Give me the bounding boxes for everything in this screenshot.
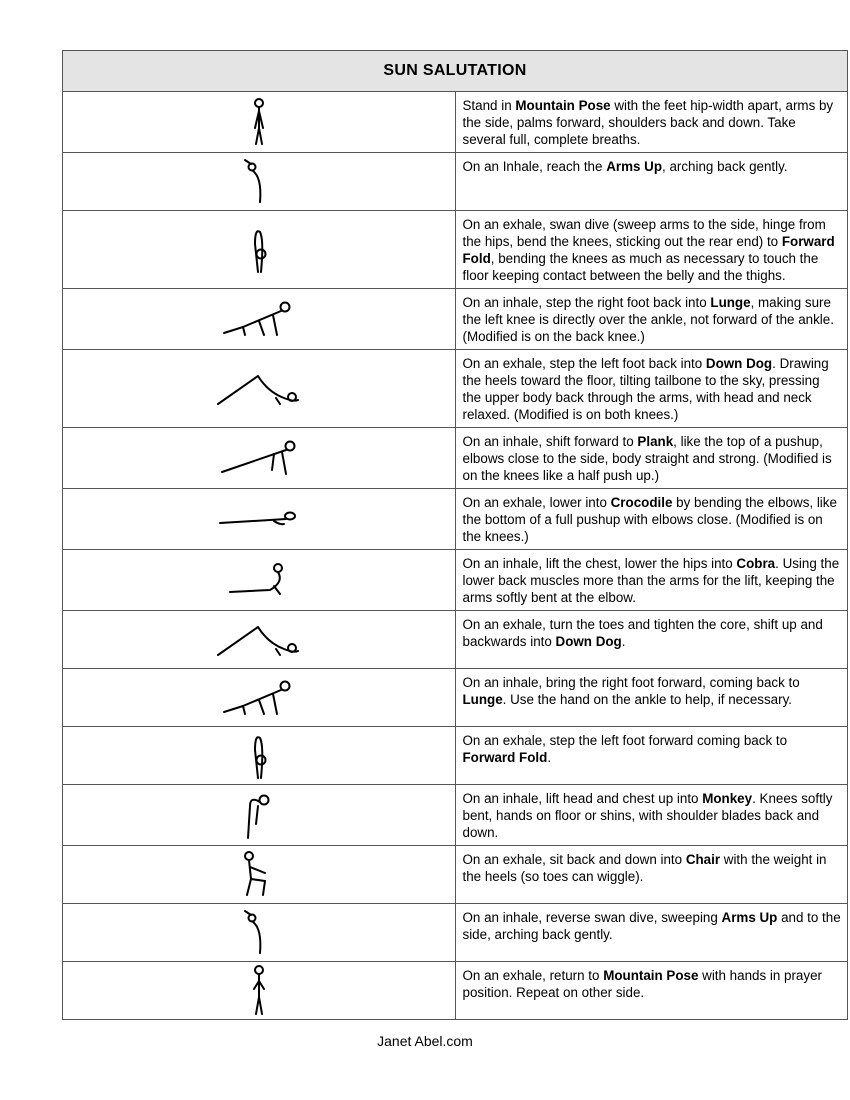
instruction-text: . Using the lower back muscles more than the arms for the lift, keeping the arms softly bent at the elbow. xyxy=(462,556,840,605)
instruction-text: , like the top of a pushup, elbows close to the side, body straight and strong. (Modified is on the knees like a half push up.) xyxy=(462,434,832,483)
pose-name: Down Dog xyxy=(555,634,622,649)
step-row xyxy=(63,962,848,1020)
down-dog-stick-figure-icon xyxy=(214,621,304,659)
pose-figure-cell xyxy=(63,962,456,1020)
instruction-text: On an exhale, lower into xyxy=(462,495,611,510)
step-instruction xyxy=(455,489,848,550)
monkey-stick-figure-icon xyxy=(242,790,276,840)
pose-name: Lunge xyxy=(462,692,503,707)
pose-name: Chair xyxy=(685,852,721,867)
lunge-stick-figure-icon xyxy=(219,678,299,718)
instruction-text: On an inhale, lift the chest, lower the hips into xyxy=(462,556,737,571)
pose-figure-cell xyxy=(63,428,456,489)
arms-up-stick-figure-icon xyxy=(239,158,279,206)
prayer-stick-figure-icon xyxy=(239,965,279,1017)
pose-figure-cell xyxy=(63,153,456,211)
step-row xyxy=(63,904,848,962)
plank-stick-figure-icon xyxy=(216,438,302,478)
step-instruction xyxy=(455,92,848,153)
instruction-text: . Use the hand on the ankle to help, if necessary. xyxy=(502,692,792,707)
pose-name: Down Dog xyxy=(705,356,773,371)
pose-name: Forward Fold xyxy=(462,750,548,765)
instruction-text: On an exhale, swan dive (sweep arms to the side, hinge from the hips, bend the knees, sticking out the rear end) to xyxy=(462,217,826,249)
pose-name: Plank xyxy=(637,434,674,449)
pose-name: Arms Up xyxy=(721,910,778,925)
pose-name: Mountain Pose xyxy=(603,968,699,983)
step-row xyxy=(63,289,848,350)
instruction-text: by bending the elbows, like the bottom of a full pushup with elbows close. (Modified is on the knees.) xyxy=(462,495,837,544)
pose-figure-cell xyxy=(63,350,456,428)
instruction-text: and to the side, arching back gently. xyxy=(462,910,841,942)
pose-name: Mountain Pose xyxy=(515,98,611,113)
instruction-text: On an inhale, shift forward to xyxy=(462,434,638,449)
instruction-text: . xyxy=(621,634,626,649)
pose-figure-cell xyxy=(63,727,456,785)
step-instruction xyxy=(455,669,848,727)
lunge-stick-figure-icon xyxy=(219,299,299,339)
sun-salutation-table xyxy=(62,50,848,1020)
instruction-text: On an Inhale, reach the xyxy=(462,159,607,174)
pose-name: Lunge xyxy=(710,295,751,310)
instruction-text: On an inhale, lift head and chest up into xyxy=(462,791,703,806)
instruction-text: , arching back gently. xyxy=(662,159,788,174)
step-row xyxy=(63,550,848,611)
steps-body xyxy=(63,92,848,1020)
step-instruction xyxy=(455,727,848,785)
instruction-text: On an exhale, step the left foot back into xyxy=(462,356,706,371)
instruction-text: with the weight in the heels (so toes can wiggle). xyxy=(462,852,827,884)
instruction-text: Stand in xyxy=(462,98,516,113)
step-row xyxy=(63,611,848,669)
pose-name: Forward Fold xyxy=(462,234,835,266)
pose-figure-cell xyxy=(63,489,456,550)
step-instruction xyxy=(455,611,848,669)
step-row xyxy=(63,785,848,846)
cobra-stick-figure-icon xyxy=(224,560,294,600)
table-header-row xyxy=(63,51,848,92)
step-instruction xyxy=(455,550,848,611)
step-row xyxy=(63,153,848,211)
instruction-text: On an exhale, sit back and down into xyxy=(462,852,686,867)
instruction-text: with hands in prayer position. Repeat on other side. xyxy=(462,968,822,1000)
chair-stick-figure-icon xyxy=(239,851,279,899)
step-instruction xyxy=(455,153,848,211)
instruction-text: with the feet hip-width apart, arms by the side, palms forward, shoulders back and down. Take several full, complete breaths. xyxy=(462,98,834,147)
step-row xyxy=(63,428,848,489)
forward-fold-stick-figure-icon xyxy=(244,224,274,276)
pose-figure-cell xyxy=(63,611,456,669)
instruction-text: . Drawing the heels toward the floor, tilting tailbone to the sky, pressing the upper body back through the arms, with head and neck relaxed. (Modified is on both knees.) xyxy=(462,356,829,422)
step-row xyxy=(63,92,848,153)
step-row xyxy=(63,489,848,550)
pose-name: Cobra xyxy=(736,556,776,571)
pose-figure-cell xyxy=(63,669,456,727)
pose-name: Arms Up xyxy=(606,159,662,174)
step-instruction xyxy=(455,350,848,428)
forward-fold-stick-figure-icon xyxy=(244,730,274,782)
step-instruction xyxy=(455,211,848,289)
step-row xyxy=(63,846,848,904)
pose-figure-cell xyxy=(63,785,456,846)
instruction-text: . Knees softly bent, hands on floor or shins, with shoulder blades back and down. xyxy=(462,791,833,840)
step-row xyxy=(63,350,848,428)
step-instruction xyxy=(455,962,848,1020)
step-row xyxy=(63,669,848,727)
instruction-text: On an exhale, step the left foot forward coming back to xyxy=(462,733,788,748)
table-title: SUN SALUTATION xyxy=(63,51,848,92)
footer-credit: Janet Abel.com xyxy=(377,1033,473,1049)
step-row xyxy=(63,211,848,289)
instruction-text: On an inhale, bring the right foot forward, coming back to xyxy=(462,675,800,690)
pose-figure-cell xyxy=(63,289,456,350)
instruction-text: . xyxy=(547,750,552,765)
step-instruction xyxy=(455,785,848,846)
pose-figure-cell xyxy=(63,550,456,611)
pose-name: Monkey xyxy=(702,791,753,806)
step-instruction xyxy=(455,904,848,962)
instruction-text: On an exhale, turn the toes and tighten the core, shift up and backwards into xyxy=(462,617,823,649)
mountain-stick-figure-icon xyxy=(239,98,279,146)
instruction-text: On an inhale, reverse swan dive, sweeping xyxy=(462,910,722,925)
step-instruction xyxy=(455,289,848,350)
step-row xyxy=(63,727,848,785)
instruction-text: On an exhale, return to xyxy=(462,968,604,983)
step-instruction xyxy=(455,428,848,489)
pose-figure-cell xyxy=(63,92,456,153)
pose-figure-cell xyxy=(63,211,456,289)
step-instruction xyxy=(455,846,848,904)
instruction-text: , bending the knees as much as necessary to touch the floor keeping contact between the belly and the thighs. xyxy=(462,251,819,283)
instruction-text: On an inhale, step the right foot back into xyxy=(462,295,711,310)
instruction-text: , making sure the left knee is directly over the ankle, not forward of the ankle. (Modified is on the back knee.) xyxy=(462,295,834,344)
pose-name: Crocodile xyxy=(610,495,673,510)
arms-up-stick-figure-icon xyxy=(239,909,279,957)
crocodile-stick-figure-icon xyxy=(216,507,302,531)
pose-figure-cell xyxy=(63,846,456,904)
pose-figure-cell xyxy=(63,904,456,962)
down-dog-stick-figure-icon xyxy=(214,370,304,408)
